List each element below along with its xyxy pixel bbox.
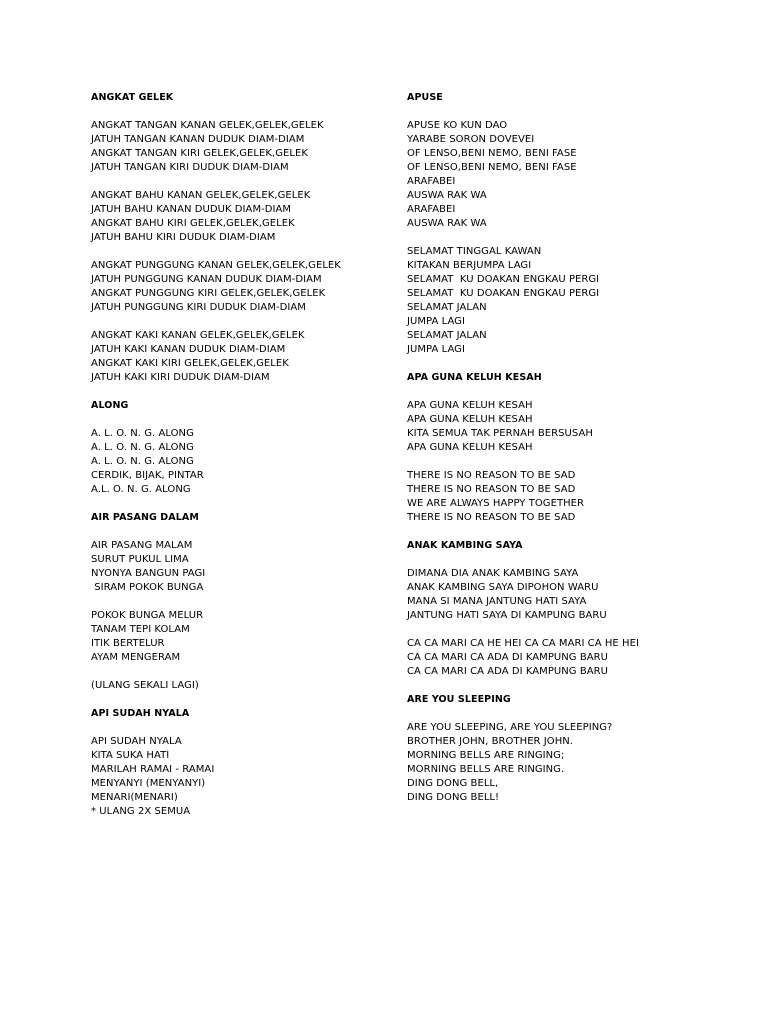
lyric-line: MARILAH RAMAI - RAMAI (91, 764, 215, 775)
lyric-line: ANGKAT TANGAN KIRI GELEK,GELEK,GELEK (91, 148, 308, 159)
lyric-line: SELAMAT KU DOAKAN ENGKAU PERGI (407, 288, 600, 299)
stanza (91, 119, 391, 175)
song-title: ANGKAT GELEK (91, 92, 174, 103)
lyric-line: JUMPA LAGI (407, 316, 465, 327)
lyric-line: KITAKAN BERJUMPA LAGI (407, 260, 532, 271)
song-along (91, 399, 391, 497)
song-are-you-sleeping (407, 693, 707, 805)
lyric-line: ANGKAT PUNGGUNG KIRI GELEK,GELEK,GELEK (91, 288, 326, 299)
lyric-line: APUSE KO KUN DAO (407, 120, 508, 131)
song-title: ALONG (91, 400, 129, 411)
stanza (407, 567, 707, 623)
lyric-line: APA GUNA KELUH KESAH (407, 414, 533, 425)
stanza (91, 427, 391, 497)
lyric-line: JATUH BAHU KANAN DUDUK DIAM-DIAM (91, 204, 292, 215)
left-column (91, 91, 391, 833)
stanza (91, 679, 391, 693)
lyric-line: ANGKAT TANGAN KANAN GELEK,GELEK,GELEK (91, 120, 324, 131)
song-air-pasang-dalam (91, 511, 391, 693)
lyric-line: AIR PASANG MALAM (91, 540, 193, 551)
stanza (91, 329, 391, 385)
lyric-line: CA CA MARI CA ADA DI KAMPUNG BARU (407, 666, 608, 677)
lyric-line: SELAMAT JALAN (407, 330, 487, 341)
lyric-line: ANGKAT PUNGGUNG KANAN GELEK,GELEK,GELEK (91, 260, 341, 271)
lyric-line: (ULANG SEKALI LAGI) (91, 680, 199, 691)
stanza (91, 609, 391, 665)
song-api-sudah-nyala (91, 707, 391, 819)
lyric-line: CA CA MARI CA ADA DI KAMPUNG BARU (407, 652, 608, 663)
lyric-line: A. L. O. N. G. ALONG (91, 428, 194, 439)
lyric-line: JATUH PUNGGUNG KIRI DUDUK DIAM-DIAM (91, 302, 306, 313)
song-title: APA GUNA KELUH KESAH (407, 372, 542, 383)
stanza (91, 539, 391, 595)
lyric-line: * ULANG 2X SEMUA (91, 806, 191, 817)
lyric-line: SIRAM POKOK BUNGA (91, 582, 204, 593)
stanza (91, 735, 391, 819)
lyric-line: JATUH TANGAN KANAN DUDUK DIAM-DIAM (91, 134, 305, 145)
lyric-line: KITA SUKA HATI (91, 750, 170, 761)
lyric-line: MANA SI MANA JANTUNG HATI SAYA (407, 596, 587, 607)
lyric-line: BROTHER JOHN, BROTHER JOHN. (407, 736, 574, 747)
lyric-line: OF LENSO,BENI NEMO, BENI FASE (407, 162, 577, 173)
lyric-line: AUSWA RAK WA (407, 190, 487, 201)
lyric-line: CA CA MARI CA HE HEI CA CA MARI CA HE HEI (407, 638, 639, 649)
lyric-line: MORNING BELLS ARE RINGING. (407, 764, 565, 775)
lyric-line: DIMANA DIA ANAK KAMBING SAYA (407, 568, 579, 579)
song-angkat-gelek (91, 91, 391, 385)
song-title: ARE YOU SLEEPING (407, 694, 511, 705)
stanza (407, 119, 707, 231)
stanza (407, 637, 707, 679)
lyric-line: ANGKAT BAHU KANAN GELEK,GELEK,GELEK (91, 190, 311, 201)
lyric-line: AYAM MENGERAM (91, 652, 181, 663)
lyric-line: ITIK BERTELUR (91, 638, 165, 649)
lyric-line: APA GUNA KELUH KESAH (407, 442, 533, 453)
lyric-line: JANTUNG HATI SAYA DI KAMPUNG BARU (407, 610, 607, 621)
lyric-line: POKOK BUNGA MELUR (91, 610, 204, 621)
lyric-line: A.L. O. N. G. ALONG (91, 484, 191, 495)
lyric-line: API SUDAH NYALA (91, 736, 182, 747)
lyric-line: NYONYA BANGUN PAGI (91, 568, 206, 579)
song-title: API SUDAH NYALA (91, 708, 190, 719)
lyric-line: WE ARE ALWAYS HAPPY TOGETHER (407, 498, 585, 509)
lyric-line: SURUT PUKUL LIMA (91, 554, 189, 565)
lyric-line: KITA SEMUA TAK PERNAH BERSUSAH (407, 428, 593, 439)
lyric-line: A. L. O. N. G. ALONG (91, 442, 194, 453)
lyric-line: ANGKAT KAKI KIRI GELEK,GELEK,GELEK (91, 358, 289, 369)
lyric-line: DING DONG BELL, (407, 778, 499, 789)
lyric-line: ANGKAT BAHU KIRI GELEK,GELEK,GELEK (91, 218, 295, 229)
song-title: APUSE (407, 92, 443, 103)
song-apuse (407, 91, 707, 357)
lyric-line: A. L. O. N. G. ALONG (91, 456, 194, 467)
song-anak-kambing-saya (407, 539, 707, 679)
lyric-line: ANAK KAMBING SAYA DIPOHON WARU (407, 582, 599, 593)
lyric-line: SELAMAT JALAN (407, 302, 487, 313)
lyric-line: THERE IS NO REASON TO BE SAD (407, 470, 576, 481)
lyric-line: ARE YOU SLEEPING, ARE YOU SLEEPING? (407, 722, 613, 733)
lyric-line: ARAFABEI (407, 204, 456, 215)
lyric-line: JATUH TANGAN KIRI DUDUK DIAM-DIAM (91, 162, 289, 173)
lyric-line: SELAMAT KU DOAKAN ENGKAU PERGI (407, 274, 600, 285)
song-title: AIR PASANG DALAM (91, 512, 199, 523)
stanza (407, 245, 707, 357)
lyric-line: JATUH KAKI KANAN DUDUK DIAM-DIAM (91, 344, 286, 355)
lyric-line: CERDIK, BIJAK, PINTAR (91, 470, 204, 481)
right-column (407, 91, 707, 819)
lyric-line: SELAMAT TINGGAL KAWAN (407, 246, 542, 257)
lyric-line: JATUH KAKI KIRI DUDUK DIAM-DIAM (91, 372, 270, 383)
song-title: ANAK KAMBING SAYA (407, 540, 523, 551)
lyric-line: JATUH PUNGGUNG KANAN DUDUK DIAM-DIAM (91, 274, 322, 285)
lyric-line: THERE IS NO REASON TO BE SAD (407, 484, 576, 495)
stanza (407, 399, 707, 455)
stanza (91, 189, 391, 245)
lyric-line: MENYANYI (MENYANYI) (91, 778, 206, 789)
lyric-line: JATUH BAHU KIRI DUDUK DIAM-DIAM (91, 232, 276, 243)
stanza (91, 259, 391, 315)
lyric-line: APA GUNA KELUH KESAH (407, 400, 533, 411)
stanza (407, 721, 707, 805)
lyric-line: THERE IS NO REASON TO BE SAD (407, 512, 576, 523)
lyric-line: MORNING BELLS ARE RINGING; (407, 750, 565, 761)
lyric-line: OF LENSO,BENI NEMO, BENI FASE (407, 148, 577, 159)
lyric-line: ANGKAT KAKI KANAN GELEK,GELEK,GELEK (91, 330, 305, 341)
lyric-line: YARABE SORON DOVEVEI (407, 134, 535, 145)
lyric-line: JUMPA LAGI (407, 344, 465, 355)
song-apa-guna-keluh-kesah (407, 371, 707, 525)
lyric-line: DING DONG BELL! (407, 792, 500, 803)
lyric-line: TANAM TEPI KOLAM (91, 624, 190, 635)
lyric-line: ARAFABEI (407, 176, 456, 187)
lyric-line: MENARI(MENARI) (91, 792, 178, 803)
lyric-line: AUSWA RAK WA (407, 218, 487, 229)
stanza (407, 469, 707, 525)
